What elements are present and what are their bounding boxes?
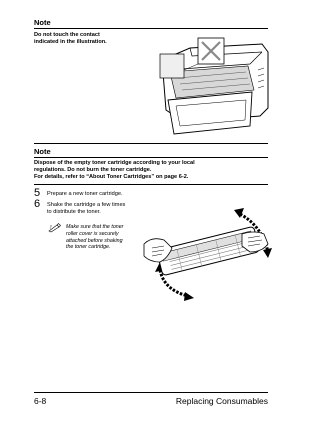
note-rule xyxy=(34,28,268,29)
note-line: indicated in the illustration. xyxy=(34,39,107,45)
step-line: Prepare a new toner cartridge. xyxy=(47,191,123,197)
note-line: regulations. Do not burn the toner cartridge. xyxy=(34,167,152,173)
note-text xyxy=(34,160,195,181)
tip-line: the toner cartridge. xyxy=(66,244,111,251)
tip-line: attached before shaking xyxy=(66,237,123,244)
note-text xyxy=(34,32,107,46)
cartridge-shaking-illustration xyxy=(138,204,278,304)
note-rule xyxy=(34,157,268,158)
step-line: to distribute the toner. xyxy=(47,209,101,215)
footer-rule xyxy=(34,392,268,393)
step-number: 5 xyxy=(34,187,41,199)
printer-illustration xyxy=(150,30,270,140)
tip-line: roller cover is securely xyxy=(66,230,119,237)
note-line: Do not touch the contact xyxy=(34,32,100,38)
step-number: 6 xyxy=(34,198,41,210)
divider-rule xyxy=(34,143,268,144)
pencil-note-icon xyxy=(48,222,62,232)
step-text xyxy=(47,191,123,198)
tip-text xyxy=(66,224,123,251)
note-title: Note xyxy=(34,18,51,27)
tip-line: Make sure that the toner xyxy=(66,224,124,230)
note-line: Dispose of the empty toner cartridge according to your local xyxy=(34,160,195,166)
note-title: Note xyxy=(34,147,51,156)
note-line: For details, refer to “About Toner Cartridges” on page 6-2. xyxy=(34,174,189,180)
section-title: Replacing Consumables xyxy=(175,396,268,406)
divider-rule xyxy=(34,184,268,185)
step-line: Shake the cartridge a few times xyxy=(47,202,126,208)
step-text xyxy=(47,202,125,216)
page-number: 6-8 xyxy=(34,396,47,406)
